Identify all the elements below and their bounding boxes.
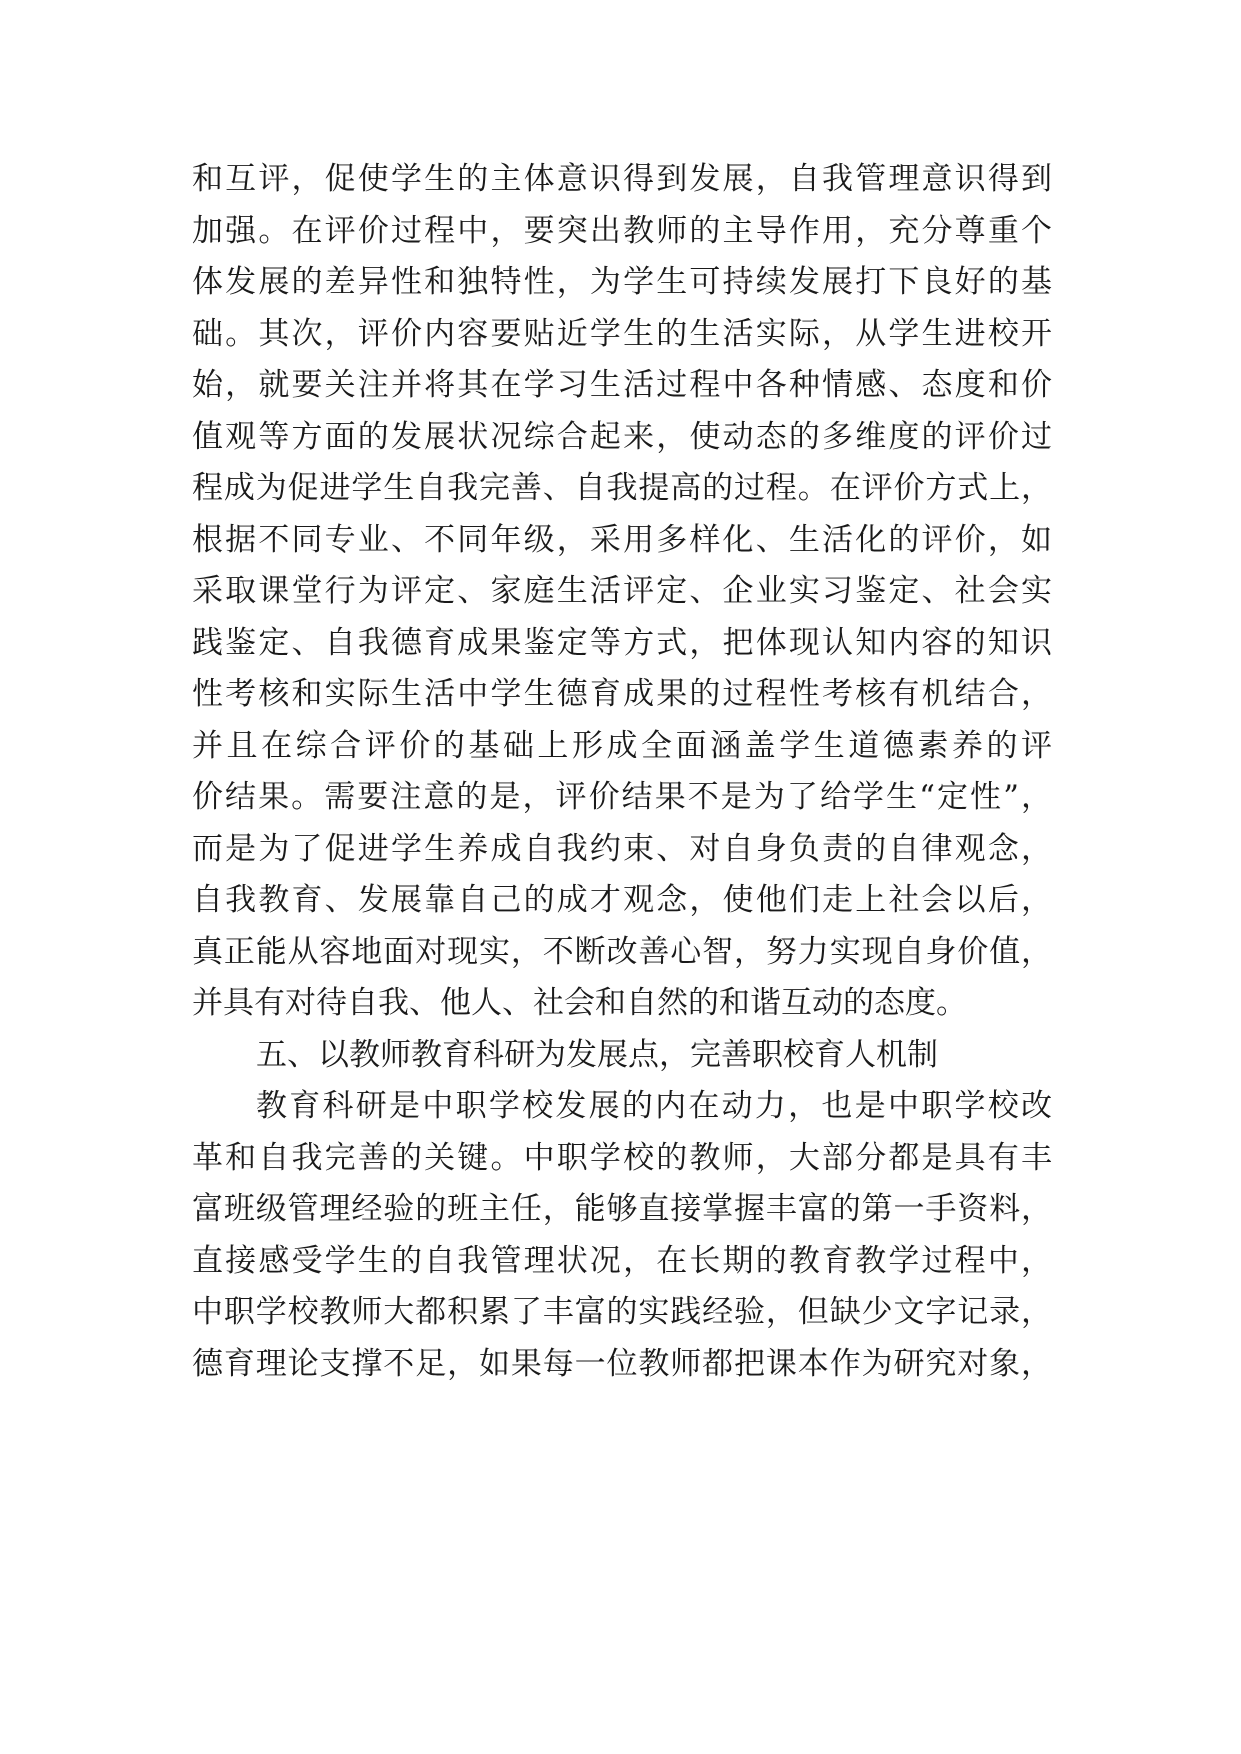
paragraph-line: 根据不同专业、不同年级，采用多样化、生活化的评价，如 (192, 521, 1052, 558)
paragraph-line: 价结果。需要注意的是，评价结果不是为了给学生“定性”， (192, 779, 1052, 815)
paragraph-evaluation (192, 154, 1052, 1030)
paragraph-line: 始，就要关注并将其在学习生活过程中各种情感、态度和价 (192, 367, 1052, 403)
paragraph-line: 德育理论支撑不足，如果每一位教师都把课本作为研究对象， (192, 1345, 1052, 1382)
paragraph-research (192, 1081, 1052, 1390)
paragraph-line: 而是为了促进学生养成自我约束、对自身负责的自律观念， (192, 830, 1052, 867)
document-body (192, 154, 1052, 1390)
paragraph-line: 并具有对待自我、他人、社会和自然的和谐互动的态度。 (192, 985, 967, 1021)
paragraph-line: 础。其次，评价内容要贴近学生的生活实际，从学生进校开 (192, 315, 1052, 352)
paragraph-line: 自我教育、发展靠自己的成才观念，使他们走上社会以后， (192, 882, 1052, 918)
paragraph-line: 并且在综合评价的基础上形成全面涵盖学生道德素养的评 (192, 727, 1052, 764)
paragraph-line: 真正能从容地面对现实，不断改善心智，努力实现自身价值， (192, 933, 1052, 970)
section-heading: 五、以教师教育科研为发展点，完善职校育人机制 (256, 1036, 938, 1073)
paragraph-line: 程成为促进学生自我完善、自我提高的过程。在评价方式上， (192, 470, 1052, 506)
paragraph-line: 加强。在评价过程中，要突出教师的主导作用，充分尊重个 (192, 212, 1052, 249)
paragraph-line: 值观等方面的发展状况综合起来，使动态的多维度的评价过 (192, 418, 1052, 455)
paragraph-line: 性考核和实际生活中学生德育成果的过程性考核有机结合， (192, 676, 1052, 712)
paragraph-line: 体发展的差异性和独特性，为学生可持续发展打下良好的基 (192, 264, 1052, 300)
paragraph-line: 和互评，促使学生的主体意识得到发展，自我管理意识得到 (192, 161, 1052, 197)
paragraph-line: 革和自我完善的关键。中职学校的教师，大部分都是具有丰 (192, 1139, 1052, 1176)
paragraph-line: 富班级管理经验的班主任，能够直接掌握丰富的第一手资料， (192, 1191, 1052, 1227)
paragraph-line: 直接感受学生的自我管理状况，在长期的教育教学过程中， (192, 1242, 1052, 1279)
paragraph-line: 采取课堂行为评定、家庭生活评定、企业实习鉴定、社会实 (192, 573, 1052, 609)
paragraph-line: 中职学校教师大都积累了丰富的实践经验，但缺少文字记录， (192, 1294, 1052, 1330)
paragraph-line: 教育科研是中职学校发展的内在动力，也是中职学校改 (256, 1088, 1052, 1124)
paragraph-line: 践鉴定、自我德育成果鉴定等方式，把体现认知内容的知识 (192, 624, 1052, 661)
